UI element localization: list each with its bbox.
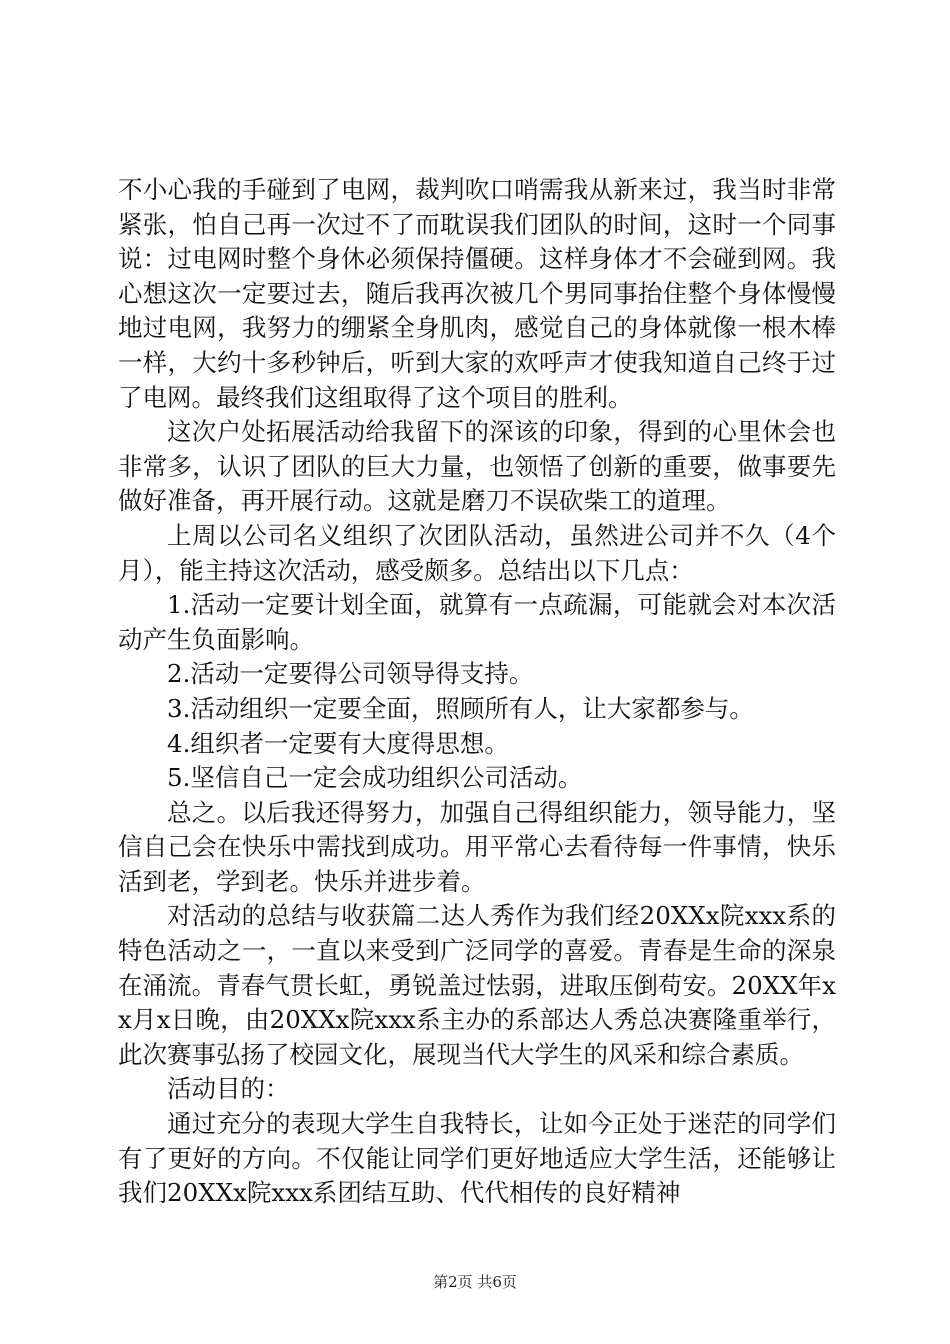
- paragraph-electric-net-story: 不小心我的手碰到了电网，裁判吹口哨需我从新来过，我当时非常紧张，怕自己再一次过不了而耽误我们团队的时间，这时一个同事说：过电网时整个身休必须保持僵硬。这样身体才不会碰到网。我心想这次一定要过去，随后我再次被几个男同事抬住整个身体慢慢地过电网，我努力的绷紧全身肌肉，感觉自己的身体就像一根木棒一样，大约十多秒钟后，听到大家的欢呼声才使我知道自己终于过了电网。最终我们这组取得了这个项目的胜利。: [118, 175, 836, 412]
- document-body: [118, 173, 836, 1211]
- paragraph-talent-show: 对活动的总结与收获篇二达人秀作为我们经20XXx院xxx系的特色活动之一，一直以来受到广泛同学的喜爱。青春是生命的深泉在涌流。青春气贯长虹，勇锐盖过怯弱，进取压倒苟安。20XX年xx月x日晚，由20XXx院xxx系主办的系部达人秀总决赛隆重举行，此次赛事弘扬了校园文化，展现当代大学生的风采和综合素质。: [118, 901, 836, 1069]
- list-item-point-2: 2.活动一定要得公司领导得支持。: [167, 659, 534, 689]
- list-item-point-1: 1.活动一定要计划全面，就算有一点疏漏，可能就会对本次活动产生负面影响。: [118, 590, 836, 654]
- list-item-point-3: 3.活动组织一定要全面，照顾所有人，让大家都参与。: [167, 693, 754, 723]
- paragraph-outdoor-impression: 这次户处拓展活动给我留下的深该的印象，得到的心里休会也非常多，认识了团队的巨大力量，也领悟了创新的重要，做事要先做好准备，再开展行动。这就是磨刀不误砍柴工的道理。: [118, 417, 836, 516]
- heading-activity-purpose: 活动目的：: [167, 1074, 290, 1104]
- paragraph-team-activity-intro: 上周以公司名义组织了次团队活动，虽然进公司并不久（4个月），能主持这次活动，感受颇多。总结出以下几点：: [118, 520, 836, 585]
- paragraph-conclusion: 总之。以后我还得努力，加强自己得组织能力，领导能力，坚信自己会在快乐中需找到成功。用平常心去看待每一件事情，快乐活到老，学到老。快乐并进步着。: [118, 797, 836, 896]
- list-item-point-4: 4.组织者一定要有大度得思想。: [167, 728, 509, 758]
- paragraph-activity-purpose: 通过充分的表现大学生自我特长，让如今正处于迷茫的同学们有了更好的方向。不仅能让同学们更好地适应大学生活，还能够让我们20XXx院xxx系团结互助、代代相传的良好精神: [118, 1109, 836, 1208]
- list-item-point-5: 5.坚信自己一定会成功组织公司活动。: [167, 763, 583, 793]
- page-number-footer: 第2页 共6页: [433, 1273, 517, 1291]
